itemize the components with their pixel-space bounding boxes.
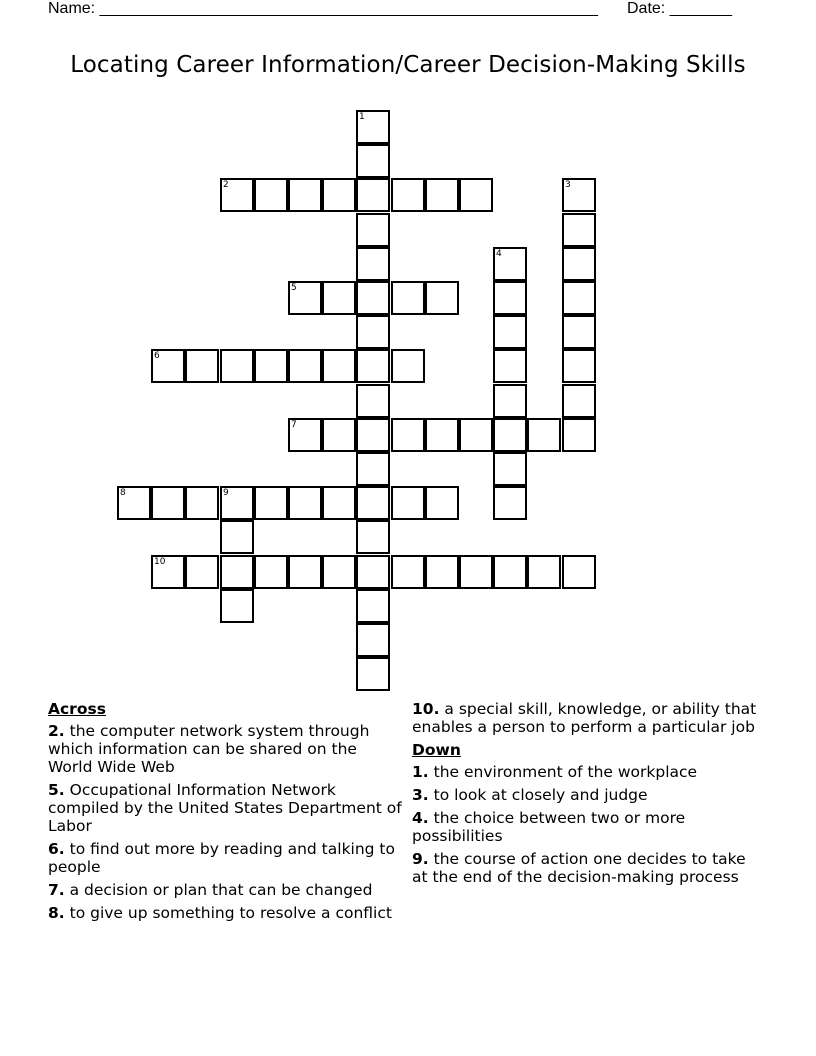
crossword-cell[interactable] (493, 384, 527, 418)
cell-number: 5 (291, 283, 297, 293)
cell-number: 9 (223, 488, 229, 498)
crossword-cell[interactable] (459, 178, 493, 212)
crossword-cell[interactable] (220, 486, 254, 520)
crossword-cell[interactable] (527, 418, 561, 452)
clue-number: 3. (412, 786, 429, 804)
crossword-cell[interactable] (220, 178, 254, 212)
crossword-cell[interactable] (562, 384, 596, 418)
clue-text: Occupational Information Network compiled by the United States Department of Labor (48, 781, 402, 835)
clue-number: 6. (48, 840, 65, 858)
crossword-cell[interactable] (493, 247, 527, 281)
crossword-cell[interactable] (356, 178, 390, 212)
clue-text: a decision or plan that can be changed (69, 881, 373, 899)
crossword-cell[interactable] (562, 178, 596, 212)
crossword-cell[interactable] (562, 281, 596, 315)
clue-number: 5. (48, 781, 65, 799)
clue-number: 7. (48, 881, 65, 899)
clue-text: to look at closely and judge (433, 786, 648, 804)
crossword-cell[interactable] (220, 520, 254, 554)
crossword-cell[interactable] (391, 555, 425, 589)
page-title: Locating Career Information/Career Decision-Making Skills (70, 52, 746, 78)
clue-text: the environment of the workplace (433, 763, 698, 781)
crossword-cell[interactable] (220, 589, 254, 623)
crossword-cell[interactable] (425, 486, 459, 520)
crossword-cell[interactable] (356, 144, 390, 178)
crossword-cell[interactable] (356, 452, 390, 486)
crossword-cell[interactable] (356, 418, 390, 452)
clue-number: 2. (48, 722, 65, 740)
crossword-cell[interactable] (562, 418, 596, 452)
crossword-cell[interactable] (493, 418, 527, 452)
crossword-cell[interactable] (459, 418, 493, 452)
crossword-cell[interactable] (425, 178, 459, 212)
crossword-cell[interactable] (288, 178, 322, 212)
crossword-cell[interactable] (356, 384, 390, 418)
crossword-cell[interactable] (185, 486, 219, 520)
crossword-cell[interactable] (356, 589, 390, 623)
crossword-cell[interactable] (391, 281, 425, 315)
cell-number: 2 (223, 180, 229, 190)
across-clue (48, 840, 403, 876)
clue-text: to find out more by reading and talking to people (48, 840, 395, 876)
crossword-cell[interactable] (356, 213, 390, 247)
crossword-cell[interactable] (562, 213, 596, 247)
cell-number: 6 (154, 351, 160, 361)
crossword-cell[interactable] (356, 349, 390, 383)
crossword-cell[interactable] (493, 281, 527, 315)
across-clue (48, 904, 403, 922)
cell-number: 8 (120, 488, 126, 498)
clue-text: the computer network system through which information can be shared on the World Wide Web (48, 722, 370, 776)
crossword-cell[interactable] (356, 315, 390, 349)
crossword-cell[interactable] (322, 281, 356, 315)
down-clue (412, 809, 757, 845)
crossword-cell[interactable] (493, 486, 527, 520)
clue-number: 1. (412, 763, 429, 781)
crossword-cell[interactable] (356, 657, 390, 691)
crossword-cell[interactable] (356, 110, 390, 144)
cell-number: 7 (291, 420, 297, 430)
crossword-cell[interactable] (322, 486, 356, 520)
crossword-cell[interactable] (322, 178, 356, 212)
clues-right-column (412, 700, 757, 891)
crossword-cell[interactable] (527, 555, 561, 589)
clue-number: 9. (412, 850, 429, 868)
crossword-cell[interactable] (425, 281, 459, 315)
across-clue (48, 722, 403, 776)
crossword-cell[interactable] (356, 247, 390, 281)
across-clue (412, 700, 757, 736)
down-clue (412, 763, 757, 781)
down-heading: Down (412, 741, 461, 759)
crossword-cell[interactable] (493, 452, 527, 486)
crossword-cell[interactable] (220, 349, 254, 383)
crossword-cell[interactable] (425, 555, 459, 589)
crossword-cell[interactable] (254, 349, 288, 383)
name-field[interactable]: Name: ________________________________________________________ (48, 0, 598, 17)
clue-number: 8. (48, 904, 65, 922)
crossword-cell[interactable] (322, 349, 356, 383)
crossword-cell[interactable] (151, 349, 185, 383)
crossword-cell[interactable] (288, 281, 322, 315)
clue-text: the course of action one decides to take at the end of the decision-making process (412, 850, 746, 886)
crossword-cell[interactable] (459, 555, 493, 589)
crossword-cell[interactable] (493, 349, 527, 383)
crossword-cell[interactable] (562, 247, 596, 281)
clue-number: 4. (412, 809, 429, 827)
cell-number: 4 (496, 249, 502, 259)
clue-text: to give up something to resolve a conflict (69, 904, 392, 922)
crossword-cell[interactable] (391, 418, 425, 452)
crossword-cell[interactable] (562, 349, 596, 383)
crossword-cell[interactable] (493, 315, 527, 349)
cell-number: 1 (359, 112, 365, 122)
crossword-cell[interactable] (151, 555, 185, 589)
crossword-cell[interactable] (220, 555, 254, 589)
across-clue (48, 781, 403, 835)
crossword-cell[interactable] (391, 486, 425, 520)
crossword-cell[interactable] (356, 555, 390, 589)
cell-number: 10 (154, 557, 166, 567)
crossword-cell[interactable] (562, 315, 596, 349)
crossword-cell[interactable] (493, 555, 527, 589)
clue-text: the choice between two or more possibilities (412, 809, 686, 845)
crossword-cell[interactable] (391, 178, 425, 212)
crossword-cell[interactable] (185, 349, 219, 383)
crossword-cell[interactable] (391, 349, 425, 383)
across-heading: Across (48, 700, 106, 718)
crossword-cell[interactable] (117, 486, 151, 520)
date-field[interactable]: Date: _______ (627, 0, 732, 17)
crossword-cell[interactable] (356, 623, 390, 657)
cell-number: 3 (565, 180, 571, 190)
crossword-cell[interactable] (185, 555, 219, 589)
crossword-cell[interactable] (254, 486, 288, 520)
down-clue (412, 850, 757, 886)
crossword-cell[interactable] (254, 178, 288, 212)
crossword-cell[interactable] (288, 555, 322, 589)
clue-text: a special skill, knowledge, or ability that enables a person to perform a particular job (412, 700, 757, 736)
crossword-cell[interactable] (254, 555, 288, 589)
crossword-cell[interactable] (288, 349, 322, 383)
crossword-cell[interactable] (322, 555, 356, 589)
crossword-cell[interactable] (562, 555, 596, 589)
crossword-cell[interactable] (322, 418, 356, 452)
clue-number: 10. (412, 700, 440, 718)
crossword-cell[interactable] (356, 520, 390, 554)
crossword-cell[interactable] (151, 486, 185, 520)
clues-left-column (48, 700, 403, 927)
across-clue (48, 881, 403, 899)
crossword-cell[interactable] (425, 418, 459, 452)
crossword-cell[interactable] (288, 486, 322, 520)
crossword-cell[interactable] (288, 418, 322, 452)
crossword-cell[interactable] (356, 281, 390, 315)
crossword-cell[interactable] (356, 486, 390, 520)
down-clue (412, 786, 757, 804)
